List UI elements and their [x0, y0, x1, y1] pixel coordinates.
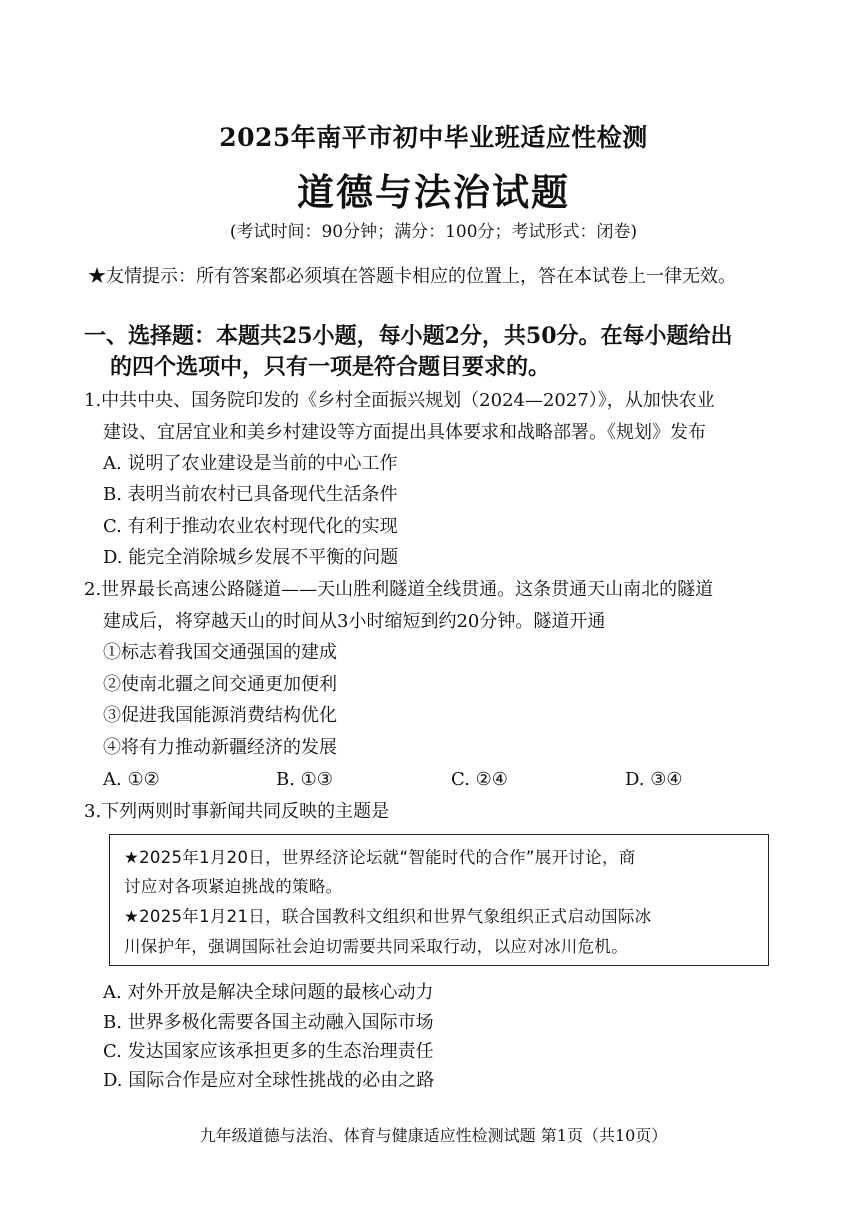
- q1-option-b: B. 表明当前农村已具备现代生活条件: [103, 484, 398, 505]
- page-footer: 九年级道德与法治、体育与健康适应性检测试题 第1页（共10页）: [199, 1126, 668, 1145]
- subject-title: 道德与法治试题: [297, 170, 570, 214]
- q2-stem-line2: 建成后，将穿越天山的时间从3小时缩短到约20分钟。隧道开通: [103, 611, 606, 632]
- q1-stem-line2: 建设、宜居宜业和美乡村建设等方面提出具体要求和战略部署。《规划》发布: [103, 422, 706, 443]
- section-heading-line2: 的四个选项中，只有一项是符合题目要求的。: [110, 354, 551, 380]
- q2-item-4: ④将有力推动新疆经济的发展: [103, 737, 337, 758]
- news-line-3: ★2025年1月21日，联合国教科文组织和世界气象组织正式启动国际冰: [124, 907, 652, 926]
- news-line-1: ★2025年1月20日，世界经济论坛就“智能时代的合作”展开讨论，商: [124, 848, 636, 867]
- q3-option-d: D. 国际合作是应对全球性挑战的必由之路: [103, 1070, 435, 1091]
- q3-stem: 3.下列两则时事新闻共同反映的主题是: [84, 801, 390, 822]
- q3-option-b: B. 世界多极化需要各国主动融入国际市场: [103, 1012, 434, 1033]
- q1-option-d: D. 能完全消除城乡发展不平衡的问题: [103, 547, 399, 568]
- q1-option-a: A. 说明了农业建设是当前的中心工作: [103, 453, 398, 474]
- section-heading-line1: 一、选择题：本题共25小题，每小题2分，共50分。在每小题给出: [84, 323, 733, 349]
- q2-option-a: A. ①②: [103, 769, 160, 790]
- q1-stem-line1: 1.中共中央、国务院印发的《乡村全面振兴规划（2024—2027）》，从加快农业: [84, 390, 715, 411]
- news-line-2: 讨应对各项紧迫挑战的策略。: [124, 877, 343, 896]
- q3-option-a: A. 对外开放是解决全球问题的最核心动力: [103, 982, 434, 1003]
- news-box: [109, 834, 769, 966]
- exam-info: (考试时间：90分钟；满分：100分；考试形式：闭卷): [229, 222, 638, 242]
- q2-item-1: ①标志着我国交通强国的建成: [103, 642, 337, 663]
- q2-item-3: ③促进我国能源消费结构优化: [103, 705, 337, 726]
- q2-item-2: ②使南北疆之间交通更加便利: [103, 674, 337, 695]
- q1-option-c: C. 有利于推动农业农村现代化的实现: [103, 516, 398, 537]
- q2-option-b: B. ①③: [276, 769, 333, 790]
- q2-option-c: C. ②④: [451, 769, 508, 790]
- exam-title: 2025年南平市初中毕业班适应性检测: [219, 123, 648, 152]
- q3-option-c: C. 发达国家应该承担更多的生态治理责任: [103, 1041, 434, 1062]
- q2-stem-line1: 2.世界最长高速公路隧道——天山胜利隧道全线贯通。这条贯通天山南北的隧道: [84, 579, 714, 600]
- friendly-tip: ★友情提示：所有答案都必须填在答题卡相应的位置上，答在本试卷上一律无效。: [88, 266, 736, 287]
- news-line-4: 川保护年，强调国际社会迫切需要共同采取行动，以应对冰川危机。: [124, 937, 628, 956]
- q2-option-d: D. ③④: [625, 769, 683, 790]
